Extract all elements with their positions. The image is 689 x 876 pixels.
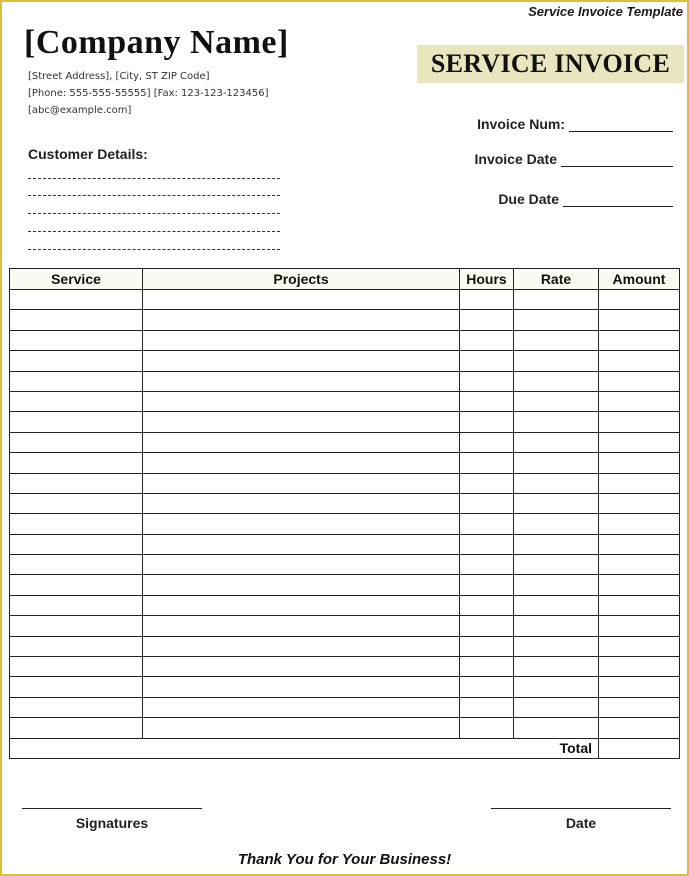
signature-line[interactable] — [22, 808, 202, 809]
invoice-date-blank[interactable] — [561, 152, 673, 167]
table-row — [10, 412, 680, 432]
column-header-projects: Projects — [143, 269, 460, 290]
hours-cell[interactable] — [460, 391, 514, 411]
service-cell[interactable] — [10, 493, 143, 513]
projects-cell[interactable] — [143, 657, 460, 677]
column-header-amount: Amount — [599, 269, 680, 290]
date-line[interactable] — [491, 808, 671, 809]
service-cell[interactable] — [10, 616, 143, 636]
service-cell[interactable] — [10, 391, 143, 411]
rate-cell[interactable] — [514, 473, 599, 493]
table-row — [10, 514, 680, 534]
service-cell[interactable] — [10, 330, 143, 350]
invoice-date-field[interactable] — [475, 151, 673, 167]
rate-cell[interactable] — [514, 534, 599, 554]
rate-cell[interactable] — [514, 351, 599, 371]
table-row — [10, 473, 680, 493]
table-row — [10, 453, 680, 473]
amount-cell[interactable] — [599, 534, 680, 554]
hours-cell[interactable] — [460, 595, 514, 615]
projects-cell[interactable] — [143, 371, 460, 391]
rate-cell[interactable] — [514, 493, 599, 513]
rate-cell[interactable] — [514, 371, 599, 391]
rate-cell[interactable] — [514, 391, 599, 411]
table-row — [10, 432, 680, 452]
projects-cell[interactable] — [143, 310, 460, 330]
due-date-label: Due Date — [498, 191, 559, 207]
projects-cell[interactable] — [143, 412, 460, 432]
rate-cell[interactable] — [514, 330, 599, 350]
projects-cell[interactable] — [143, 677, 460, 697]
invoice-date-label: Invoice Date — [474, 151, 557, 167]
amount-cell[interactable] — [599, 432, 680, 452]
hours-cell[interactable] — [460, 657, 514, 677]
rate-cell[interactable] — [514, 697, 599, 717]
invoice-num-blank[interactable] — [569, 117, 673, 132]
table-row — [10, 534, 680, 554]
service-cell[interactable] — [10, 636, 143, 656]
projects-cell[interactable] — [143, 575, 460, 595]
signatures-label: Signatures — [75, 815, 149, 831]
amount-cell[interactable] — [599, 493, 680, 513]
service-cell[interactable] — [10, 351, 143, 371]
hours-cell[interactable] — [460, 534, 514, 554]
service-cell[interactable] — [10, 718, 143, 738]
hours-cell[interactable] — [460, 677, 514, 697]
projects-cell[interactable] — [143, 718, 460, 738]
projects-cell[interactable] — [143, 391, 460, 411]
total-amount-cell[interactable] — [599, 738, 680, 758]
service-cell[interactable] — [10, 432, 143, 452]
projects-cell[interactable] — [143, 514, 460, 534]
table-row — [10, 351, 680, 371]
hours-cell[interactable] — [460, 636, 514, 656]
projects-cell[interactable] — [143, 616, 460, 636]
table-row — [10, 595, 680, 615]
table-body — [10, 290, 680, 739]
template-title: Service Invoice Template — [528, 4, 683, 19]
rate-cell[interactable] — [514, 616, 599, 636]
service-cell[interactable] — [10, 595, 143, 615]
rate-cell[interactable] — [514, 677, 599, 697]
service-cell[interactable] — [10, 534, 143, 554]
rate-cell[interactable] — [514, 310, 599, 330]
amount-cell[interactable] — [599, 290, 680, 310]
service-cell[interactable] — [10, 575, 143, 595]
hours-cell[interactable] — [460, 514, 514, 534]
rate-cell[interactable] — [514, 453, 599, 473]
amount-cell[interactable] — [599, 391, 680, 411]
amount-cell[interactable] — [599, 514, 680, 534]
service-cell[interactable] — [10, 453, 143, 473]
service-cell[interactable] — [10, 412, 143, 432]
hours-cell[interactable] — [460, 351, 514, 371]
rate-cell[interactable] — [514, 412, 599, 432]
amount-cell[interactable] — [599, 351, 680, 371]
amount-cell[interactable] — [599, 412, 680, 432]
projects-cell[interactable] — [143, 351, 460, 371]
table-row — [10, 636, 680, 656]
service-cell[interactable] — [10, 555, 143, 575]
projects-cell[interactable] — [143, 453, 460, 473]
service-cell[interactable] — [10, 514, 143, 534]
company-contact-block — [28, 68, 269, 119]
table-row — [10, 575, 680, 595]
address-line: [Street Address], [City, ST ZIP Code] — [28, 71, 210, 82]
projects-cell[interactable] — [143, 555, 460, 575]
column-header-rate: Rate — [514, 269, 599, 290]
table-row — [10, 616, 680, 636]
service-items-table — [9, 268, 680, 759]
projects-cell[interactable] — [143, 534, 460, 554]
rate-cell[interactable] — [514, 514, 599, 534]
rate-cell[interactable] — [514, 718, 599, 738]
table-row — [10, 677, 680, 697]
customer-details-label: Customer Details: — [28, 146, 148, 162]
hours-cell[interactable] — [460, 493, 514, 513]
projects-cell[interactable] — [143, 432, 460, 452]
amount-cell[interactable] — [599, 636, 680, 656]
customer-details-line[interactable] — [28, 195, 280, 196]
rate-cell[interactable] — [514, 575, 599, 595]
total-row — [10, 738, 680, 758]
hours-cell[interactable] — [460, 453, 514, 473]
hours-cell[interactable] — [460, 555, 514, 575]
table-row — [10, 391, 680, 411]
projects-cell[interactable] — [143, 330, 460, 350]
rate-cell[interactable] — [514, 290, 599, 310]
table-row — [10, 310, 680, 330]
table-row — [10, 555, 680, 575]
customer-details-line[interactable] — [28, 213, 280, 214]
service-cell[interactable] — [10, 697, 143, 717]
table-row — [10, 657, 680, 677]
hours-cell[interactable] — [460, 310, 514, 330]
table-header-row — [10, 269, 680, 290]
company-name: [Company Name] — [24, 24, 289, 61]
rate-cell[interactable] — [514, 595, 599, 615]
table-row — [10, 290, 680, 310]
projects-cell[interactable] — [143, 493, 460, 513]
projects-cell[interactable] — [143, 290, 460, 310]
amount-cell[interactable] — [599, 575, 680, 595]
customer-details-line[interactable] — [28, 231, 280, 232]
projects-cell[interactable] — [143, 595, 460, 615]
amount-cell[interactable] — [599, 616, 680, 636]
amount-cell[interactable] — [599, 555, 680, 575]
phone-fax-line: [Phone: 555-555-55555] [Fax: 123-123-123456] — [28, 88, 269, 99]
hours-cell[interactable] — [460, 412, 514, 432]
service-cell[interactable] — [10, 310, 143, 330]
customer-details-line[interactable] — [28, 178, 280, 179]
table-row — [10, 493, 680, 513]
table-row — [10, 697, 680, 717]
hours-cell[interactable] — [460, 330, 514, 350]
hours-cell[interactable] — [460, 371, 514, 391]
projects-cell[interactable] — [143, 473, 460, 493]
table-row — [10, 330, 680, 350]
table-row — [10, 718, 680, 738]
service-cell[interactable] — [10, 371, 143, 391]
amount-cell[interactable] — [599, 371, 680, 391]
rate-cell[interactable] — [514, 432, 599, 452]
table-row — [10, 371, 680, 391]
column-header-service: Service — [10, 269, 143, 290]
hours-cell[interactable] — [460, 616, 514, 636]
service-cell[interactable] — [10, 473, 143, 493]
service-cell[interactable] — [10, 657, 143, 677]
invoice-num-field[interactable] — [477, 116, 673, 132]
amount-cell[interactable] — [599, 453, 680, 473]
column-header-hours: Hours — [460, 269, 514, 290]
date-label: Date — [565, 815, 597, 831]
due-date-field[interactable] — [498, 191, 673, 207]
projects-cell[interactable] — [143, 636, 460, 656]
amount-cell[interactable] — [599, 473, 680, 493]
rate-cell[interactable] — [514, 555, 599, 575]
hours-cell[interactable] — [460, 697, 514, 717]
hours-cell[interactable] — [460, 473, 514, 493]
due-date-blank[interactable] — [563, 192, 673, 207]
amount-cell[interactable] — [599, 677, 680, 697]
hours-cell[interactable] — [460, 575, 514, 595]
invoice-num-label: Invoice Num: — [477, 116, 565, 132]
total-label: Total — [10, 738, 599, 758]
hours-cell[interactable] — [460, 432, 514, 452]
rate-cell[interactable] — [514, 636, 599, 656]
amount-cell[interactable] — [599, 657, 680, 677]
amount-cell[interactable] — [599, 718, 680, 738]
rate-cell[interactable] — [514, 657, 599, 677]
amount-cell[interactable] — [599, 310, 680, 330]
service-cell[interactable] — [10, 290, 143, 310]
hours-cell[interactable] — [460, 718, 514, 738]
amount-cell[interactable] — [599, 697, 680, 717]
thank-you-message: Thank You for Your Business! — [237, 851, 452, 868]
customer-details-line[interactable] — [28, 249, 280, 250]
hours-cell[interactable] — [460, 290, 514, 310]
amount-cell[interactable] — [599, 595, 680, 615]
service-cell[interactable] — [10, 677, 143, 697]
service-invoice-banner: SERVICE INVOICE — [417, 45, 684, 83]
projects-cell[interactable] — [143, 697, 460, 717]
amount-cell[interactable] — [599, 330, 680, 350]
email-line: [abc@example.com] — [28, 105, 132, 116]
